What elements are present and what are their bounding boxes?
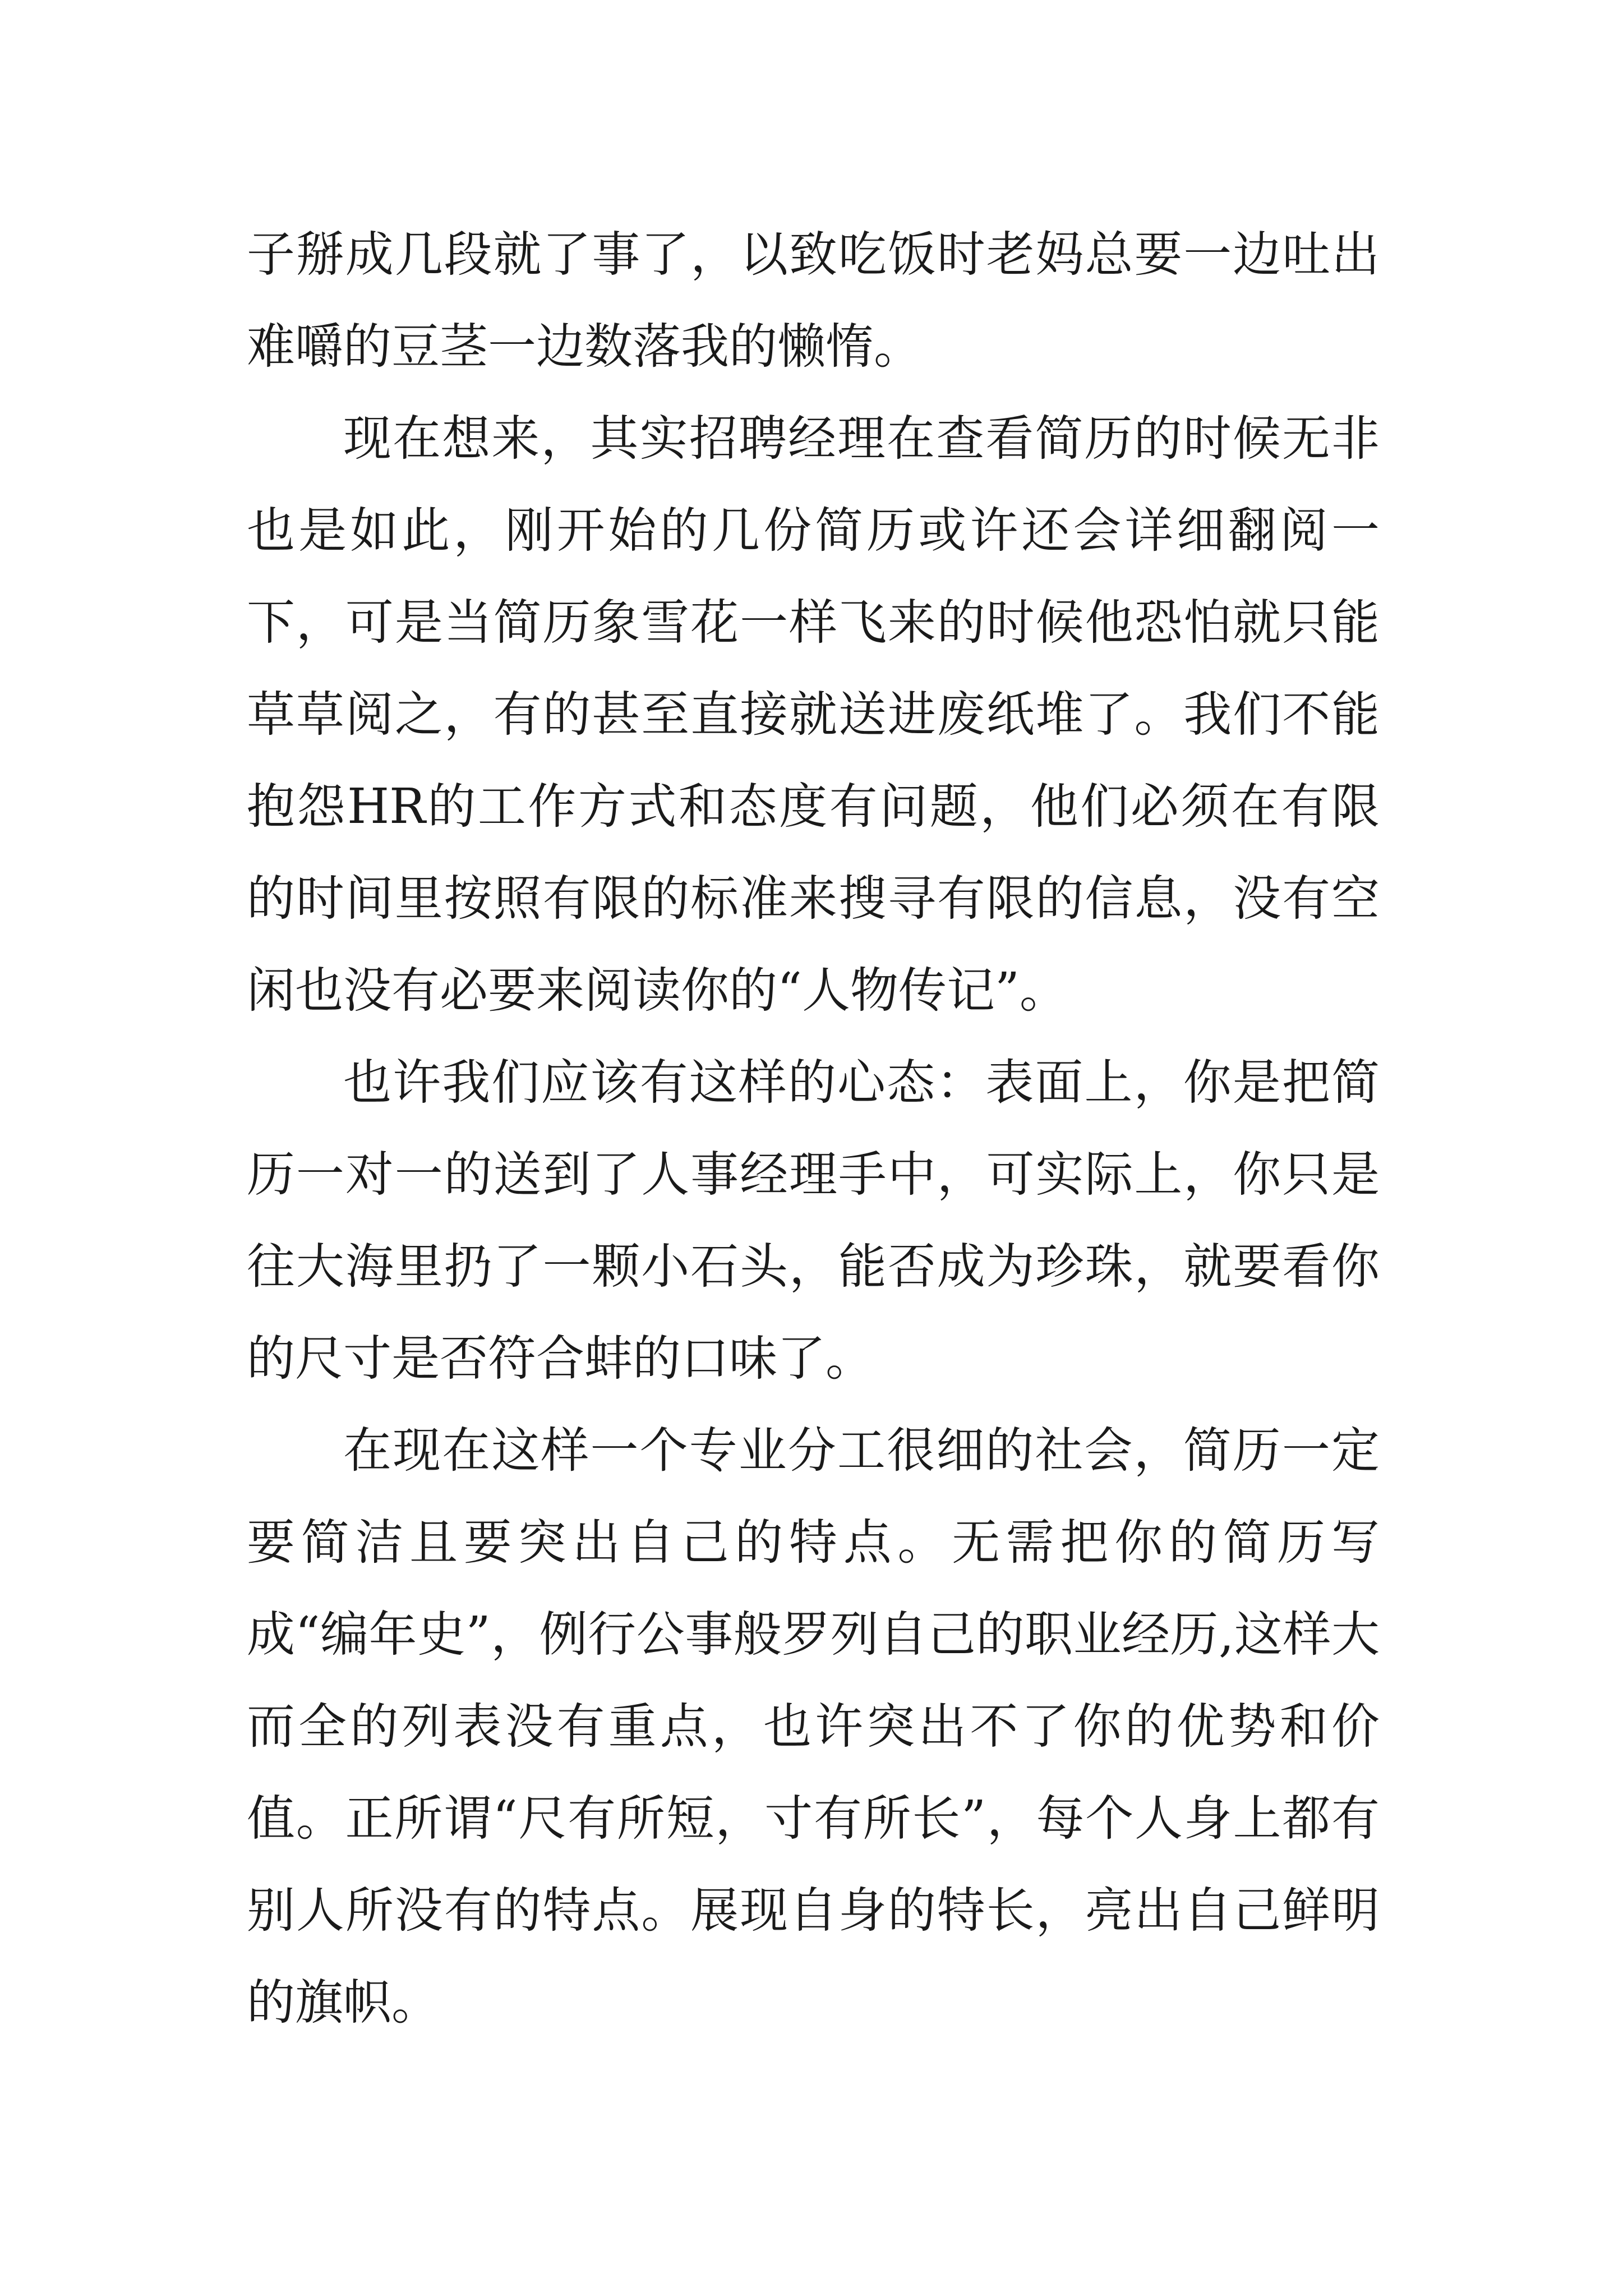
document-body <box>247 209 1380 2049</box>
paragraph-1: 子掰成几段就了事了，以致吃饭时老妈总要一边吐出难嚼的豆茎一边数落我的懒惰。 <box>247 227 1380 375</box>
paragraph-3: 也许我们应该有这样的心态：表面上，你是把简历一对一的送到了人事经理手中，可实际上，你只是往大海里扔了一颗小石头，能否成为珍珠，就要看你的尺寸是否符合蚌的口味了。 <box>247 1055 1380 1387</box>
paragraph-4: 在现在这样一个专业分工很细的社会，简历一定要简洁且要突出自己的特点。无需把你的简历写成“编年史”，例行公事般罗列自己的职业经历,这样大而全的列表没有重点，也许突出不了你的优势和价值。正所谓“尺有所短，寸有所长”，每个人身上都有别人所没有的特点。展现自身的特长，亮出自己鲜明的旗帜。 <box>247 1423 1380 2031</box>
paragraph-2: 现在想来，其实招聘经理在查看简历的时候无非也是如此，刚开始的几份简历或许还会详细翻阅一下，可是当简历象雪花一样飞来的时候他恐怕就只能草草阅之，有的甚至直接就送进废纸堆了。我们不能抱怨HR的工作方式和态度有问题，他们必须在有限的时间里按照有限的标准来搜寻有限的信息，没有空闲也没有必要来阅读你的“人物传记”。 <box>247 411 1380 1019</box>
